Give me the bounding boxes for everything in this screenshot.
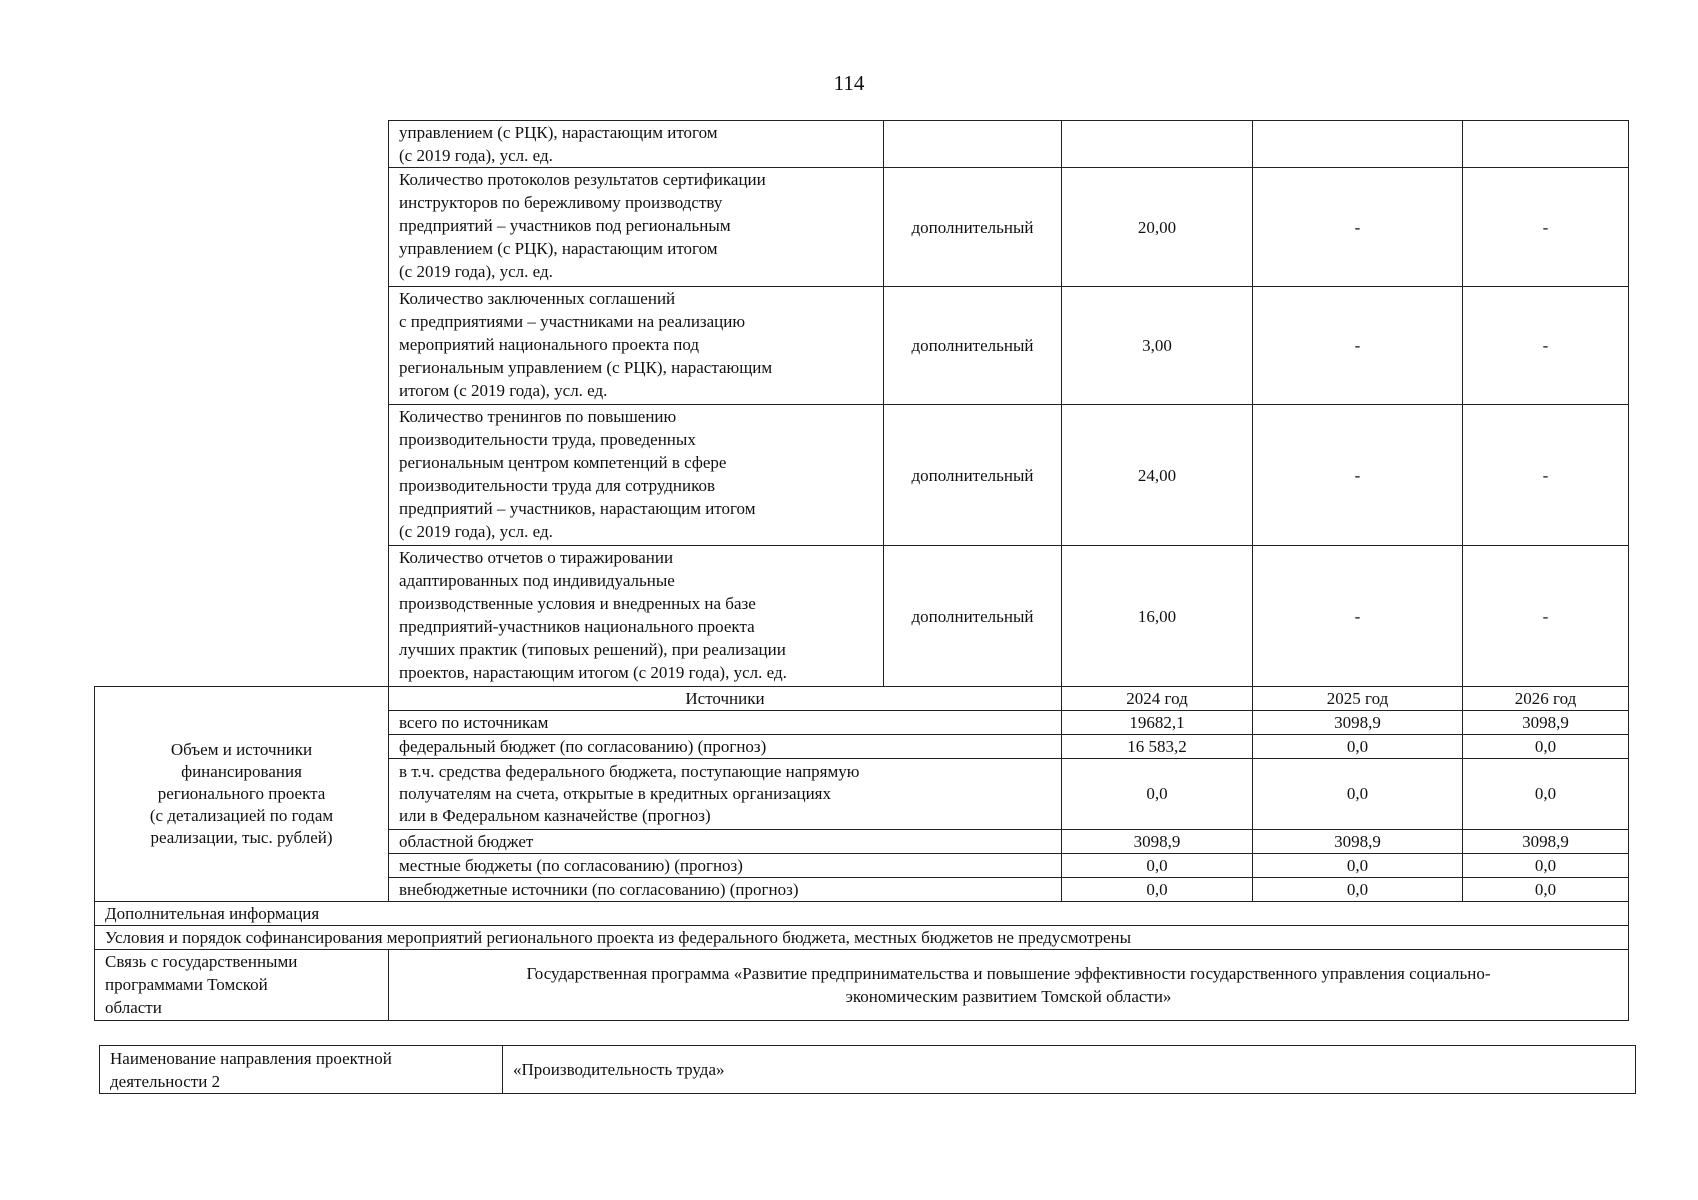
financing-value-2025: 0,0: [1253, 735, 1463, 759]
direction-label: Наименование направления проектной деятельности 2: [100, 1046, 503, 1094]
financing-value-2026: 0,0: [1463, 878, 1629, 902]
indicator-value-2025: -: [1253, 546, 1463, 687]
cofinancing-text: Условия и порядок софинансирования мероприятий регионального проекта из федерального бюджета, местных бюджетов не предусмотрены: [95, 926, 1629, 950]
financing-value-2024: 3098,9: [1062, 830, 1253, 854]
indicator-value-2026: -: [1463, 405, 1629, 546]
financing-value-2024: 19682,1: [1062, 711, 1253, 735]
indicator-name: управлением (с РЦК), нарастающим итогом (с 2019 года), усл. ед.: [389, 121, 884, 168]
cofinancing-row: [95, 926, 1629, 950]
indicator-type: дополнительный: [884, 546, 1062, 687]
financing-value-2024: 16 583,2: [1062, 735, 1253, 759]
indicator-value-2025: [1253, 121, 1463, 168]
financing-value-2024: 0,0: [1062, 759, 1253, 830]
financing-source: областной бюджет: [389, 830, 1062, 854]
indicator-name: Количество тренингов по повышению производительности труда, проведенных региональным центром компетенций в сфере производительности труда для сотрудников предприятий – участников, нарастающим итогом (с 2019 года), усл. ед.: [389, 405, 884, 546]
financing-value-2026: 0,0: [1463, 735, 1629, 759]
indicator-value-2026: -: [1463, 287, 1629, 405]
financing-header-row: [95, 687, 1629, 711]
financing-source: в т.ч. средства федерального бюджета, поступающие напрямую получателям на счета, открытые в кредитных организациях или в Федеральном казначействе (прогноз): [389, 759, 1062, 830]
indicator-type: дополнительный: [884, 405, 1062, 546]
page-number: 114: [833, 71, 865, 95]
financing-header-2025: 2025 год: [1253, 687, 1463, 711]
direction-value: «Производительность труда»: [503, 1046, 1636, 1094]
passport-table: [94, 120, 1629, 1021]
indicator-value-2024: 20,00: [1062, 168, 1253, 287]
additional-info-row: [95, 902, 1629, 926]
table-row: [95, 121, 1629, 168]
financing-value-2025: 3098,9: [1253, 830, 1463, 854]
indicator-value-2025: -: [1253, 168, 1463, 287]
financing-source: внебюджетные источники (по согласованию) (прогноз): [389, 878, 1062, 902]
indicator-name: Количество отчетов о тиражировании адаптированных под индивидуальные производственные условия и внедренных на базе предприятий-участников национального проекта лучших практик (типовых решений), при реализации проектов, нарастающим итогом (с 2019 года), усл. ед.: [389, 546, 884, 687]
program-link-label: Связь с государственными программами Томской области: [95, 950, 389, 1021]
indicator-value-2026: -: [1463, 168, 1629, 287]
indicator-value-2026: [1463, 121, 1629, 168]
indicator-type: [884, 121, 1062, 168]
financing-header-sources: Источники: [389, 687, 1062, 711]
financing-header-2024: 2024 год: [1062, 687, 1253, 711]
financing-value-2025: 3098,9: [1253, 711, 1463, 735]
financing-value-2024: 0,0: [1062, 878, 1253, 902]
additional-info-heading: Дополнительная информация: [95, 902, 1629, 926]
table-row: [100, 1046, 1636, 1094]
indicator-name: Количество протоколов результатов сертификации инструкторов по бережливому производству предприятий – участников под региональным управлением (с РЦК), нарастающим итогом (с 2019 года), усл. ед.: [389, 168, 884, 287]
financing-value-2026: 3098,9: [1463, 711, 1629, 735]
financing-value-2025: 0,0: [1253, 759, 1463, 830]
indicator-value-2025: -: [1253, 287, 1463, 405]
program-link-value: Государственная программа «Развитие предпринимательства и повышение эффективности государственного управления социально- экономическим развитием Томской области»: [389, 950, 1629, 1021]
financing-header-2026: 2026 год: [1463, 687, 1629, 711]
indicator-value-2026: -: [1463, 546, 1629, 687]
indicator-value-2024: [1062, 121, 1253, 168]
financing-value-2025: 0,0: [1253, 854, 1463, 878]
indicator-value-2024: 3,00: [1062, 287, 1253, 405]
financing-source: федеральный бюджет (по согласованию) (прогноз): [389, 735, 1062, 759]
financing-source: всего по источникам: [389, 711, 1062, 735]
indicator-value-2024: 16,00: [1062, 546, 1253, 687]
financing-value-2026: 0,0: [1463, 759, 1629, 830]
direction-table: [99, 1045, 1636, 1094]
indicator-type: дополнительный: [884, 168, 1062, 287]
program-link-row: [95, 950, 1629, 1021]
financing-value-2026: 3098,9: [1463, 830, 1629, 854]
financing-value-2026: 0,0: [1463, 854, 1629, 878]
financing-value-2024: 0,0: [1062, 854, 1253, 878]
blank-cell: [95, 121, 389, 687]
indicator-name: Количество заключенных соглашений с предприятиями – участниками на реализацию мероприятий национального проекта под региональным управлением (с РЦК), нарастающим итогом (с 2019 года), усл. ед.: [389, 287, 884, 405]
indicator-type: дополнительный: [884, 287, 1062, 405]
financing-source: местные бюджеты (по согласованию) (прогноз): [389, 854, 1062, 878]
indicator-value-2024: 24,00: [1062, 405, 1253, 546]
financing-value-2025: 0,0: [1253, 878, 1463, 902]
financing-label: Объем и источники финансирования регионального проекта (с детализацией по годам реализации, тыс. рублей): [95, 687, 389, 902]
indicator-value-2025: -: [1253, 405, 1463, 546]
